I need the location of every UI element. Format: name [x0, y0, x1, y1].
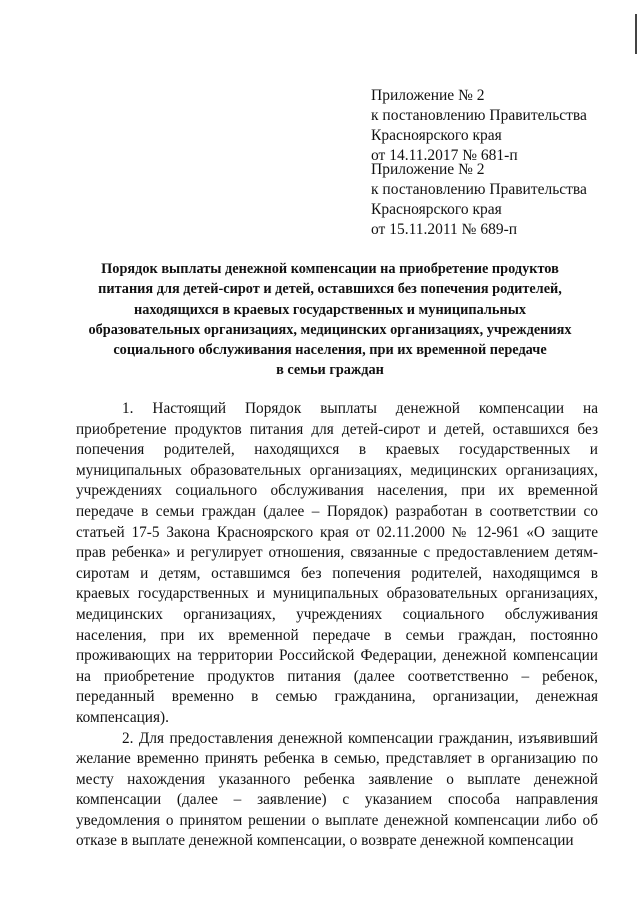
appendix-original-line-3: Красноярского края [371, 201, 502, 218]
scan-edge-mark [635, 14, 637, 54]
appendix-original-line-2: к постановлению Правительства [371, 181, 587, 198]
document-body [76, 399, 598, 852]
title-line-3: находящихся в краевых государственных и муниципальных [133, 301, 527, 318]
title-line-5: социального обслуживания населения, при их временной передаче [113, 342, 547, 359]
document-title [60, 259, 600, 381]
appendix-current-block [371, 86, 631, 166]
appendix-current-line-2: к постановлению Правительства [371, 107, 587, 124]
appendix-current-line-4: от 14.11.2017 № 681-п [371, 147, 518, 164]
appendix-original-block [371, 160, 631, 240]
title-line-6: в семьи граждан [276, 362, 384, 379]
appendix-original-line-4: от 15.11.2011 № 689-п [371, 221, 518, 238]
appendix-original-line-1: Приложение № 2 [371, 161, 485, 178]
paragraph-1: 1. Настоящий Порядок выплаты денежной компенсации на приобретение продуктов питания для детей-сирот и детей, оставшихся без попечения родителей, находящихся в краевых государственных и муниципальных образовательных организациях, медицинских организациях, учреждениях социального обслуживания населения, при их временной передаче в семьи граждан (далее – Порядок) разработан в соответствии со статьей 17-5 Закона Красноярского края от 02.11.2000 № 12-961 «О защите прав ребенка» и регулирует отношения, связанные с предоставлением детям-сиротам и детям, оставшимся без попечения родителей, находящимся в краевых государственных и муниципальных образовательных организациях, медицинских организациях, учреждениях социального обслуживания населения, при их временной передаче в семьи граждан, постоянно проживающих на территории Российской Федерации, денежной компенсации на приобретение продуктов питания (далее соответственно – ребенок, переданный временно в семью гражданина, организации, денежная компенсация). [76, 400, 598, 726]
title-line-4: образовательных организациях, медицинских организациях, учреждениях [88, 321, 572, 338]
appendix-current-line-3: Красноярского края [371, 127, 502, 144]
title-line-1: Порядок выплаты денежной компенсации на приобретение продуктов [101, 261, 559, 277]
appendix-current-line-1: Приложение № 2 [371, 87, 485, 104]
paragraph-2: 2. Для предоставления денежной компенсации гражданин, изъявивший желание временно принять ребенка в семью, представляет в организацию по месту нахождения указанного ребенка заявление о выплате денежной компенсации (далее – заявление) с указанием способа направления уведомления о принятом решении о выплате денежной компенсации либо об отказе в выплате денежной компенсации, о возврате денежной компенсации [76, 729, 598, 850]
title-line-2: питания для детей-сирот и детей, оставшихся без попечения родителей, [98, 281, 562, 298]
